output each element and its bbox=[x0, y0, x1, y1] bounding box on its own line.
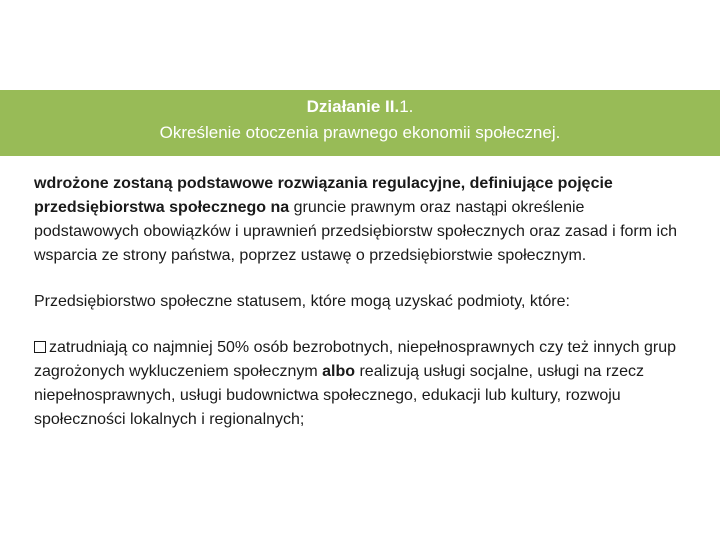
bullet-text-after: realizują usługi socjalne, usługi na rzecz niepełnosprawnych, usługi budownictwa społecznego, edukacji lub kultury, rozwoju społeczności lokalnych i regionalnych; bbox=[34, 363, 645, 428]
title-number: 1. bbox=[399, 97, 414, 116]
bullet-item bbox=[34, 336, 684, 432]
checkbox-icon bbox=[34, 341, 46, 353]
slide-title bbox=[0, 94, 720, 120]
paragraph-status: Przedsiębiorstwo społeczne statusem, które mogą uzyskać podmioty, które: bbox=[34, 293, 570, 310]
slide-title-bar bbox=[0, 90, 720, 156]
slide-content bbox=[34, 172, 684, 454]
title-bold: Działanie II. bbox=[306, 97, 400, 116]
paragraph-definition-text: gruncie prawnym oraz nastąpi określenie podstawowych obowiązków i uprawnień przedsiębiorstw społecznych oraz zasad i form ich wsparcia ze strony państwa, poprzez ustawę o przedsiębiorstwie społecznym. bbox=[34, 199, 677, 264]
slide-subtitle: Określenie otoczenia prawnego ekonomii społecznej. bbox=[159, 123, 561, 142]
bullet-bold-word: albo bbox=[322, 363, 356, 380]
bullet-text-before: zatrudniają co najmniej 50% osób bezrobotnych, niepełnosprawnych czy też innych grup zagrożonych wykluczeniem społecznym bbox=[34, 339, 677, 380]
paragraph-definition-bold: wdrożone zostaną podstawowe rozwiązania regulacyjne, definiujące pojęcie przedsiębiorstwa społecznego na bbox=[34, 175, 613, 216]
paragraph-definition bbox=[34, 172, 684, 268]
